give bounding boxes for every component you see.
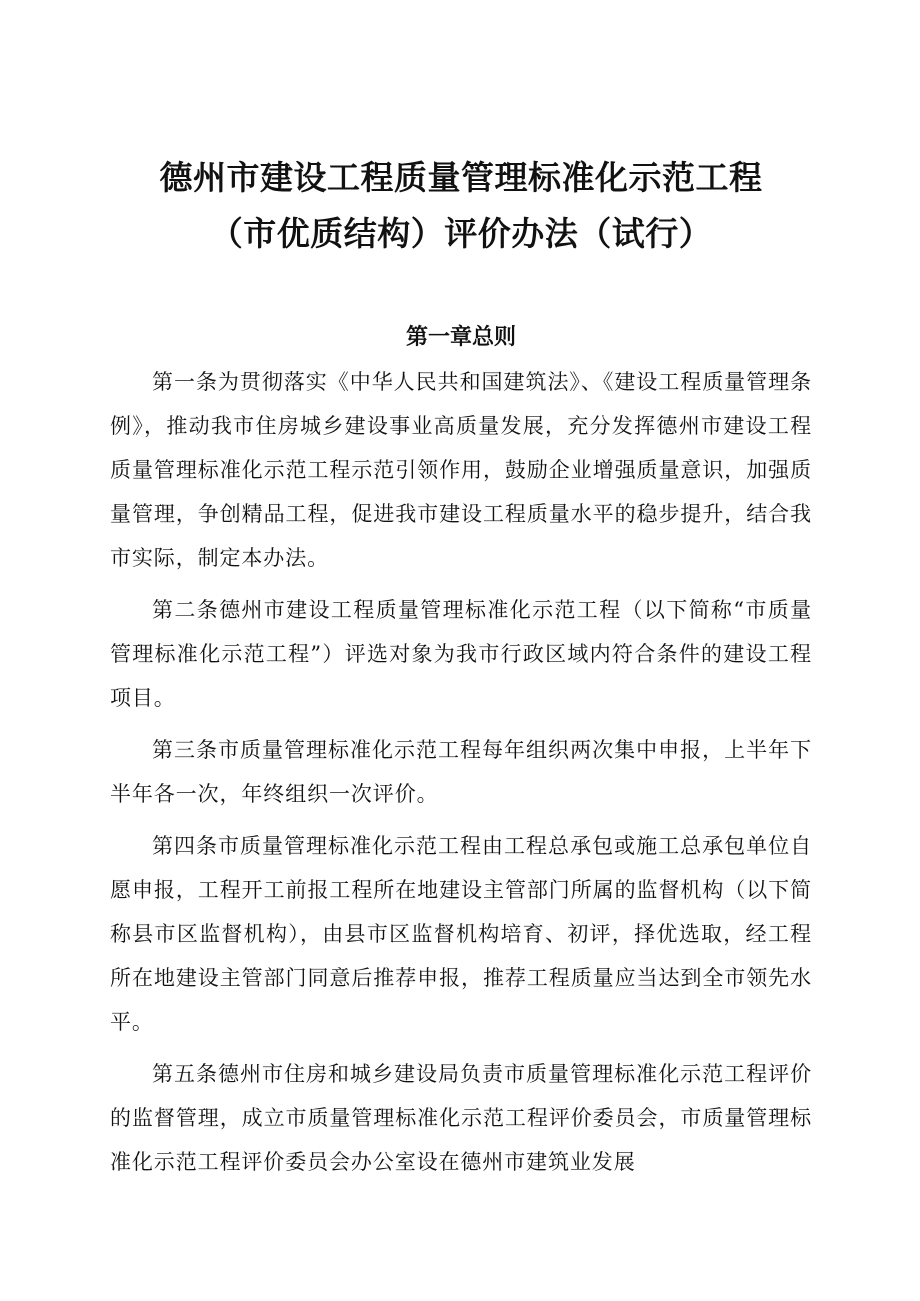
title-line-1: 德州市建设工程质量管理标准化示范工程 [159,158,763,197]
article-5: 第五条德州市住房和城乡建设局负责市质量管理标准化示范工程评价的监督管理，成立市质量管理标准化示范工程评价委员会，市质量管理标准化示范工程评价委员会办公室设在德州市建筑业发展 [110,1062,812,1174]
chapter-heading: 第一章总则 [405,325,516,350]
article-2: 第二条德州市建设工程质量管理标准化示范工程（以下简称“市质量管理标准化示范工程”）评选对象为我市行政区域内符合条件的建设工程项目。 [110,598,812,710]
article-3: 第三条市质量管理标准化示范工程每年组织两次集中申报，上半年下半年各一次，年终组织一次评价。 [110,738,812,806]
article-4: 第四条市质量管理标准化示范工程由工程总承包或施工总承包单位自愿申报，工程开工前报工程所在地建设主管部门所属的监督机构（以下简称县市区监督机构），由县市区监督机构培育、初评，择优选取，经工程所在地建设主管部门同意后推荐申报，推荐工程质量应当达到全市领先水平。 [110,834,812,1034]
title-line-2: （市优质结构）评价办法（试行） [209,214,713,253]
document-title [110,150,812,262]
article-1: 第一条为贯彻落实《中华人民共和国建筑法》、《建设工程质量管理条例》，推动我市住房城乡建设事业高质量发展，充分发挥德州市建设工程质量管理标准化示范工程示范引领作用，鼓励企业增强质量意识，加强质量管理，争创精品工程，促进我市建设工程质量水平的稳步提升，结合我市实际，制定本办法。 [110,370,812,570]
